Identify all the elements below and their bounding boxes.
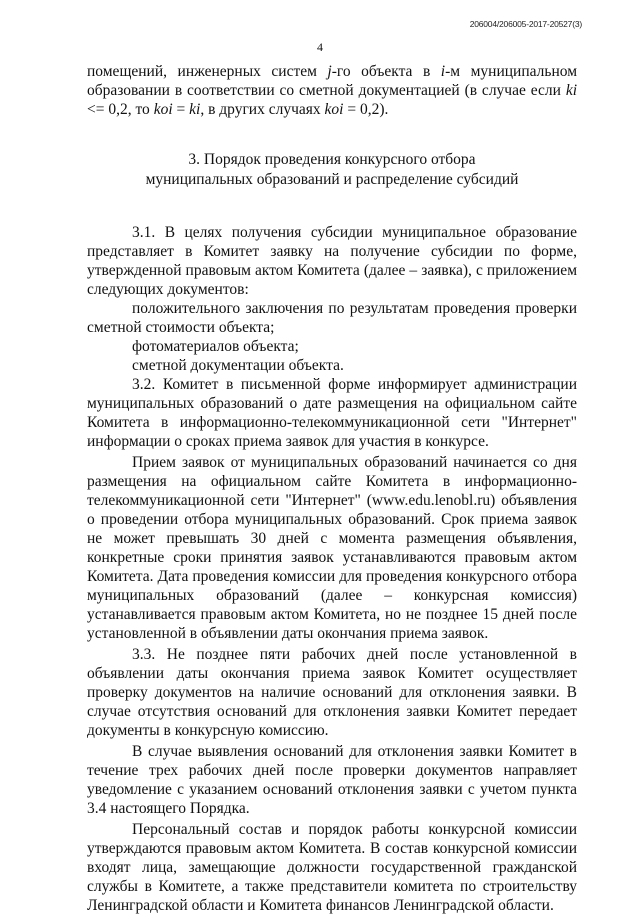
paragraph-3-3: 3.3. Не позднее пяти рабочих дней после установленной в объявлении даты окончания приема заявок Комитет осуществляет проверку документов на наличие оснований для отклонения заявки. В случае отсутствия оснований для отклонения заявки Комитет передает документы в конкурсную комиссию. <box>87 646 577 739</box>
page-number: 4 <box>317 40 323 54</box>
document-id: 206004/206005-2017-20527(3) <box>469 19 582 29</box>
paragraph-continuation: помещений, инженерных систем j-го объекта в i-м муниципальном образовании в соответствии со сметной документацией (в случае если ki <= 0,2, то koi = ki, в других случаях koi = 0,2). <box>87 63 578 118</box>
list-item-conclusion: положительного заключения по результатам проведения проверки сметной стоимости объекта; <box>87 300 577 336</box>
paragraph-3-1: 3.1. В целях получения субсидии муниципальное образование представляет в Комитет заявку на получение субсидии по форме, утвержденной правовым актом Комитета (далее – заявка), с приложением следующих документов: <box>87 224 577 298</box>
paragraph-applications: Прием заявок от муниципальных образований начинается со дня размещения на официальном сайте Комитета в информационно-телекоммуникационной сети "Интернет" (www.edu.lenobl.ru) объявления о проведении отбора муниципальных образований. Срок приема заявок не может превышать 30 дней с момента размещения объявления, конкретные сроки принятия заявок устанавливаются правовым актом Комитета. Дата проведения комиссии для проведения конкурсного отбора муниципальных образований (далее – конкурсная комиссия) устанавливается правовым актом Комитета, но не позднее 15 дней после установленной в объявлении даты окончания приема заявок. <box>87 454 577 642</box>
section-heading-line-2: муниципальных образований и распределение субсидий <box>145 171 519 188</box>
document-body <box>87 62 577 915</box>
paragraph-rejection: В случае выявления оснований для отклонения заявки Комитет в течение трех рабочих дней после проверки документов направляет уведомление с указанием оснований отклонения заявки с учетом пункта 3.4 настоящего Порядка. <box>87 743 577 817</box>
paragraph-3-2: 3.2. Комитет в письменной форме информирует администрации муниципальных образований о дате размещения на официальном сайте Комитета в информационно-телекоммуникационной сети "Интернет" информации о сроках приема заявок для участия в конкурсе. <box>87 376 577 450</box>
section-heading <box>87 150 577 190</box>
list-item-estimate: сметной документации объекта. <box>132 357 344 374</box>
section-heading-line-1: 3. Порядок проведения конкурсного отбора <box>188 151 476 168</box>
paragraph-commission: Персональный состав и порядок работы конкурсной комиссии утверждаются правовым актом Комитета. В состав конкурсной комиссии входят лица, замещающие должности государственной гражданской службы в Комитете, а также представители комитета по строительству Ленинградской области и Комитета финансов Ленинградской области. <box>87 821 577 914</box>
list-item-photos: фотоматериалов объекта; <box>132 338 299 355</box>
